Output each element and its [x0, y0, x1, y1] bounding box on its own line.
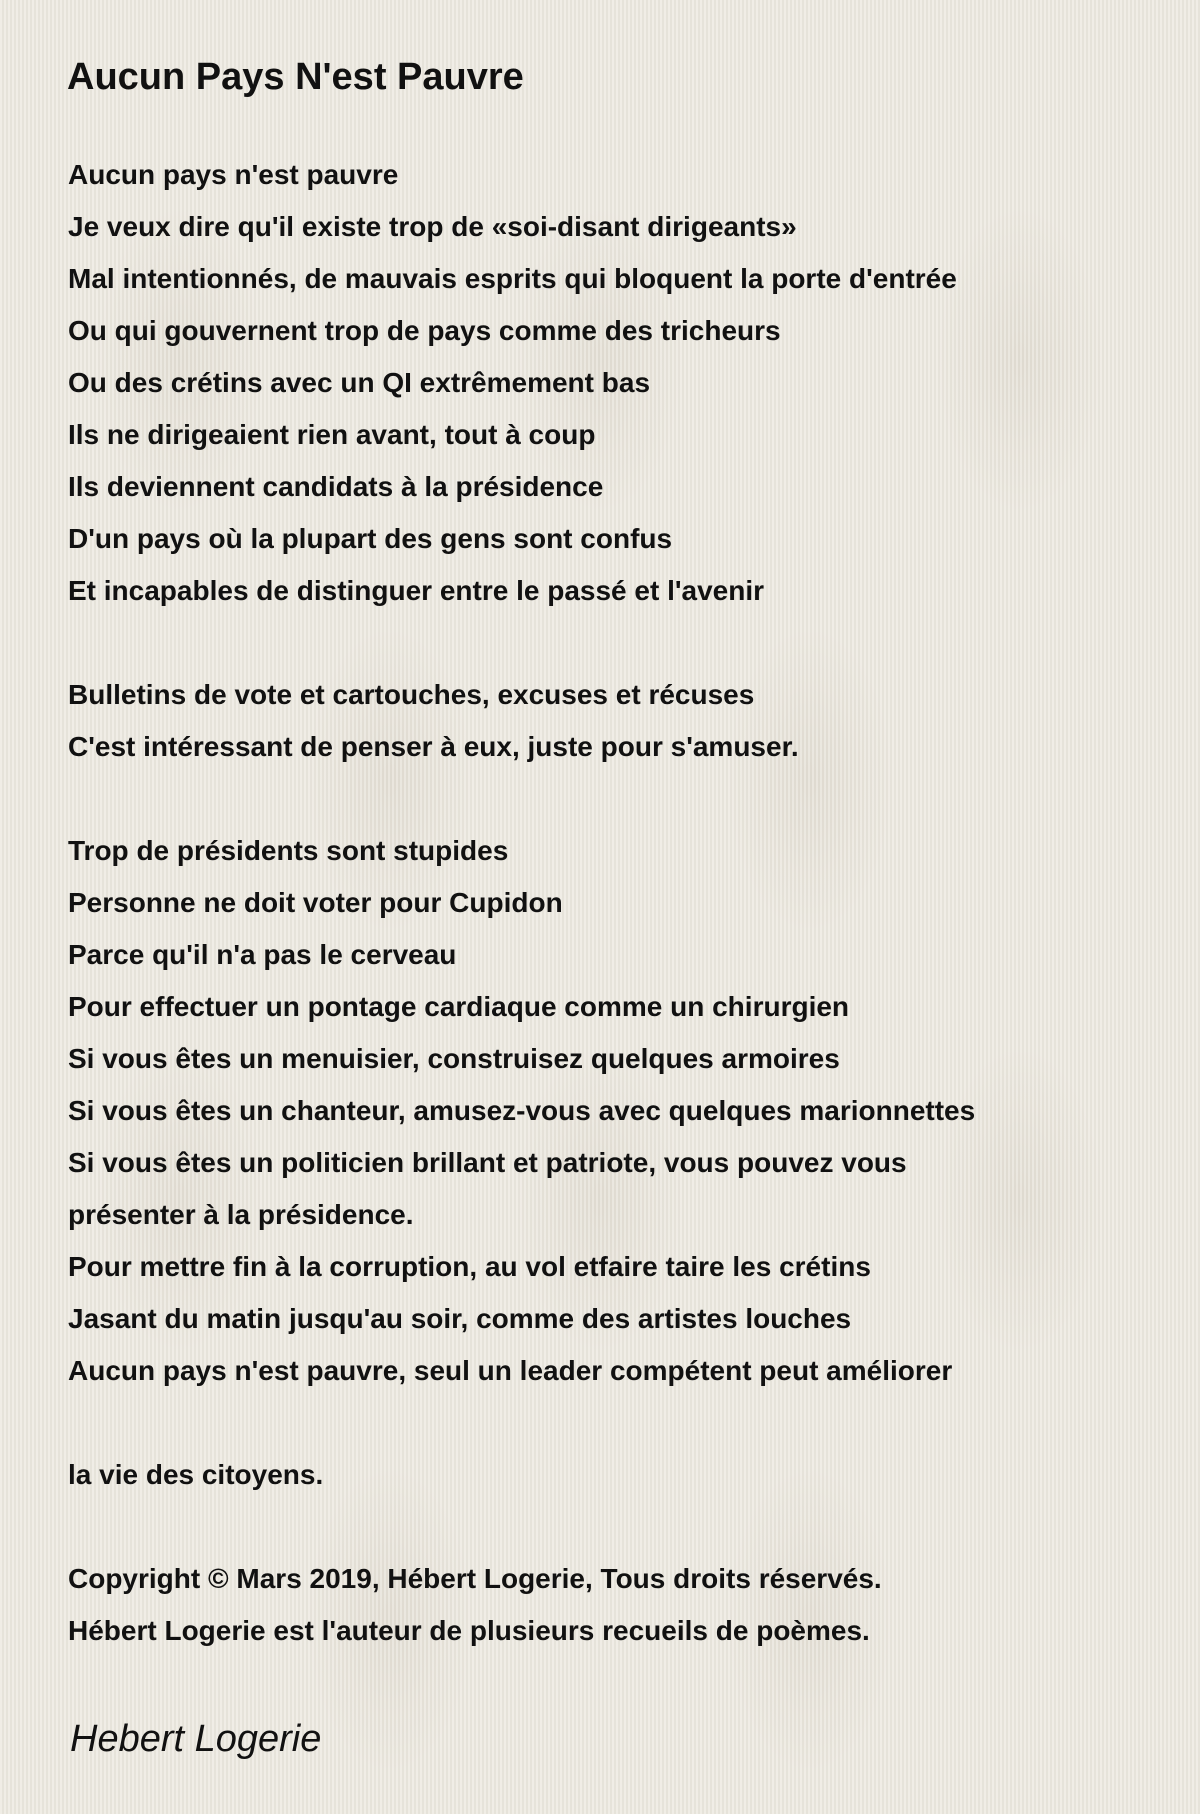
poem-title: Aucun Pays N'est Pauvre — [67, 56, 524, 98]
copyright-line: Copyright © Mars 2019, Hébert Logerie, Tous droits réservés. — [68, 1563, 882, 1594]
poem-line: Bulletins de vote et cartouches, excuses et récuses — [68, 679, 755, 710]
poem-line: Si vous êtes un politicien brillant et patriote, vous pouvez vous — [68, 1147, 907, 1178]
poem-line: Jasant du matin jusqu'au soir, comme des artistes louches — [68, 1303, 852, 1334]
poem-line: C'est intéressant de penser à eux, juste pour s'amuser. — [68, 731, 799, 762]
stanza-3 — [68, 825, 1178, 1397]
poem-line: Si vous êtes un chanteur, amusez-vous avec quelques marionnettes — [68, 1095, 976, 1126]
poem-line: Si vous êtes un menuisier, construisez quelques armoires — [68, 1043, 840, 1074]
author-note-line: Hébert Logerie est l'auteur de plusieurs recueils de poèmes. — [68, 1615, 870, 1646]
poem-line: présenter à la présidence. — [68, 1199, 414, 1230]
stanza-2 — [68, 669, 1178, 773]
poem-line: Ils deviennent candidats à la présidence — [68, 471, 604, 502]
stanza-1 — [68, 149, 1178, 617]
poem-line: Pour mettre fin à la corruption, au vol etfaire taire les crétins — [68, 1251, 871, 1282]
poem-line: Parce qu'il n'a pas le cerveau — [68, 939, 457, 970]
author-signature: Hebert Logerie — [70, 1718, 322, 1760]
poem-line: Ou des crétins avec un QI extrêmement bas — [68, 367, 651, 398]
poem-body — [68, 149, 1178, 1709]
poem-line: Et incapables de distinguer entre le passé et l'avenir — [68, 575, 765, 606]
stanza-4 — [68, 1449, 1178, 1501]
poem-line: Pour effectuer un pontage cardiaque comme un chirurgien — [68, 991, 850, 1022]
poem-line: Aucun pays n'est pauvre, seul un leader compétent peut améliorer — [68, 1355, 953, 1386]
poem-line: Ou qui gouvernent trop de pays comme des tricheurs — [68, 315, 781, 346]
copyright-notice — [68, 1553, 1178, 1657]
poem-line: Aucun pays n'est pauvre — [68, 159, 399, 190]
poem-line: Mal intentionnés, de mauvais esprits qui bloquent la porte d'entrée — [68, 263, 957, 294]
poem-line: Je veux dire qu'il existe trop de «soi-disant dirigeants» — [68, 211, 797, 242]
poem-line: la vie des citoyens. — [68, 1459, 324, 1490]
poem-line: Ils ne dirigeaient rien avant, tout à coup — [68, 419, 596, 450]
poem-line: Personne ne doit voter pour Cupidon — [68, 887, 563, 918]
poem-line: Trop de présidents sont stupides — [68, 835, 509, 866]
poem-line: D'un pays où la plupart des gens sont confus — [68, 523, 673, 554]
